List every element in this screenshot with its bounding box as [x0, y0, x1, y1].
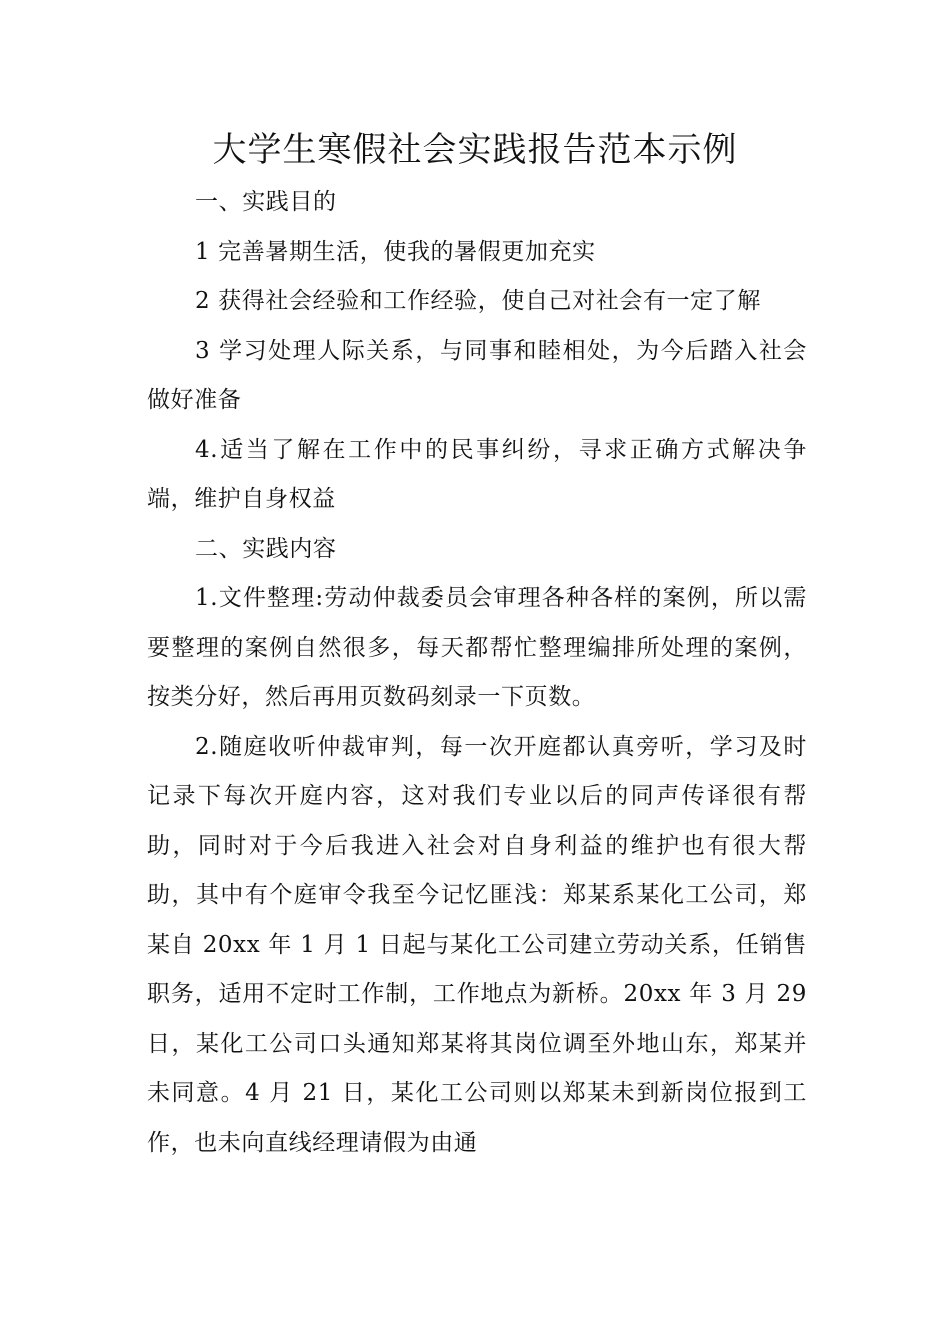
section-heading-purpose: 一、实践目的 [195, 189, 337, 215]
document-body [147, 178, 807, 1168]
content-item-1: 1.文件整理:劳动仲裁委员会审理各种各样的案例，所以需要整理的案例自然很多，每天都帮忙整理编排所处理的案例，按类分好，然后再用页数码刻录一下页数。 [147, 585, 807, 710]
section-heading-content: 二、实践内容 [195, 535, 337, 562]
purpose-item-4: 4.适当了解在工作中的民事纠纷，寻求正确方式解决争端，维护自身权益 [147, 436, 807, 512]
purpose-item-2: 2 获得社会经验和工作经验，使自己对社会有一定了解 [195, 288, 761, 314]
document-title: 大学生寒假社会实践报告范本示例 [212, 130, 738, 170]
purpose-item-3: 3 学习处理人际关系，与同事和睦相处，为今后踏入社会做好准备 [147, 337, 807, 413]
content-item-2: 2.随庭收听仲裁审判，每一次开庭都认真旁听，学习及时记录下每次开庭内容，这对我们专业以后的同声传译很有帮助，同时对于今后我进入社会对自身利益的维护也有很大帮助，其中有个庭审令我至今记忆匪浅：郑某系某化工公司，郑某自 20xx 年 1 月 1 日起与某化工公司建立劳动关系，任销售职务，适用不定时工作制，工作地点为新桥。20xx 年 3 月 29 日，某化工公司口头通知郑某将其岗位调至外地山东，郑某并未同意。4 月 21 日，某化工公司则以郑某未到新岗位报到工作，也未向直线经理请假为由通 [147, 733, 807, 1156]
purpose-item-1: 1 完善暑期生活，使我的暑假更加充实 [195, 238, 596, 265]
